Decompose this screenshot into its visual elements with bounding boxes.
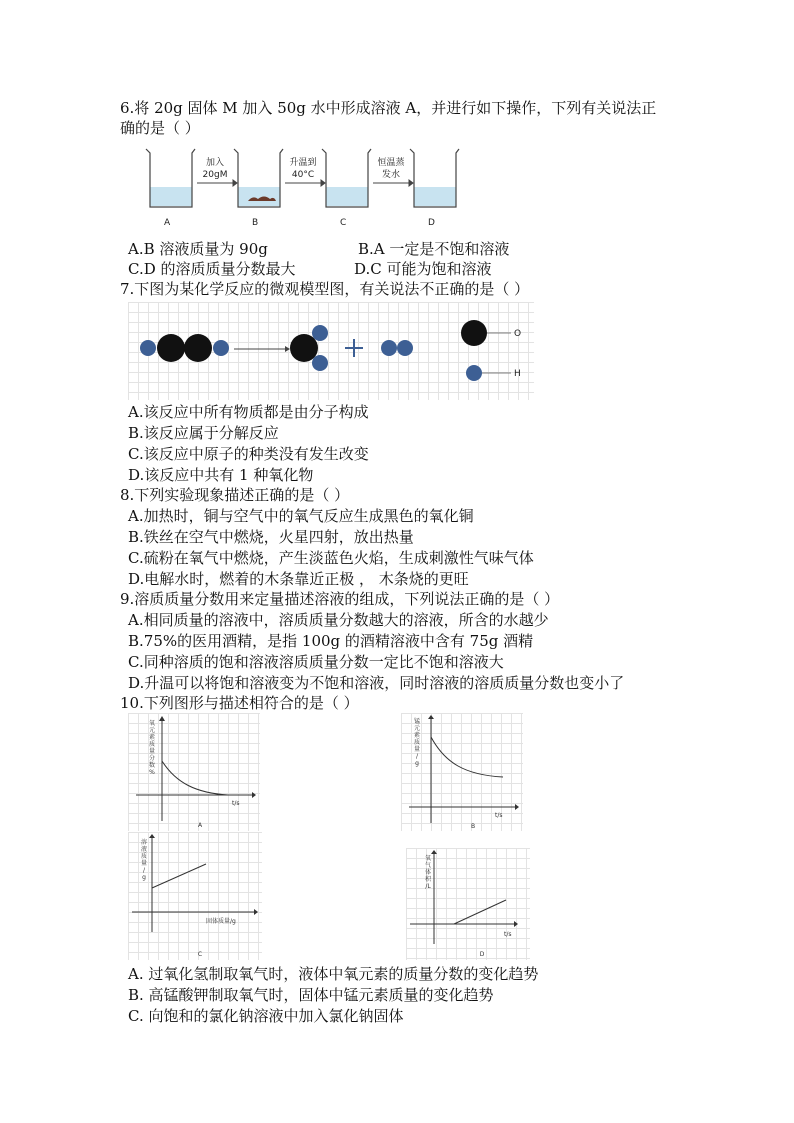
svg-text:量: 量 <box>140 860 148 867</box>
svg-text:%: % <box>149 769 155 776</box>
q10-stem: 10.下列图形与描述相符合的是（ ） <box>120 694 359 712</box>
svg-text:元: 元 <box>413 725 421 732</box>
svg-text:分: 分 <box>148 755 156 762</box>
legend-h-label: H <box>514 369 521 379</box>
q9-option-a[interactable]: A.相同质量的溶液中，溶质质量分数越大的溶液，所含的水越少 <box>128 611 549 629</box>
svg-text:积: 积 <box>424 876 432 883</box>
svg-text:体: 体 <box>424 869 432 876</box>
graph-d-xlabel: t/s <box>504 931 512 938</box>
graph-c-label: C <box>197 951 203 958</box>
beaker-label-c: C <box>340 218 347 228</box>
svg-text:质: 质 <box>140 853 148 860</box>
svg-text:氧: 氧 <box>424 855 432 862</box>
beaker-d <box>410 149 459 207</box>
graph-b-label: B <box>470 823 476 830</box>
svg-text:/L: /L <box>425 883 431 890</box>
svg-text:量: 量 <box>413 746 421 753</box>
q7-option-c[interactable]: C.该反应中原子的种类没有发生改变 <box>128 445 369 463</box>
svg-text:液: 液 <box>140 846 148 853</box>
svg-text:g: g <box>142 874 146 881</box>
q8-stem: 8.下列实验现象描述正确的是（ ） <box>120 486 350 504</box>
graph-a-xlabel: t/s <box>232 800 240 807</box>
q6-beaker-figure <box>140 145 470 235</box>
q7-option-d[interactable]: D.该反应中共有 1 种氧化物 <box>128 466 314 484</box>
svg-text:量: 量 <box>148 748 156 755</box>
svg-text:/: / <box>415 753 419 760</box>
svg-text:元: 元 <box>148 727 156 734</box>
svg-text:g: g <box>415 760 419 767</box>
q10-option-c[interactable]: C. 向饱和的氯化钠溶液中加入氯化钠固体 <box>128 1007 404 1025</box>
svg-text:数: 数 <box>148 762 156 769</box>
graph-c-xlabel: 固体质量/g <box>206 918 236 925</box>
step3-line2: 发水 <box>381 170 401 180</box>
svg-text:锰: 锰 <box>413 718 421 725</box>
beaker-label-b: B <box>252 218 259 228</box>
q9-option-d[interactable]: D.升温可以将饱和溶液变为不饱和溶液，同时溶液的溶质质量分数也变小了 <box>128 674 625 692</box>
q6-stem-line2: 确的是（ ） <box>120 119 200 137</box>
step2-line1: 升温到 <box>289 158 317 168</box>
q6-option-c[interactable]: C.D 的溶质质量分数最大 <box>128 260 296 278</box>
beaker-label-a: A <box>164 218 171 228</box>
q9-option-c[interactable]: C.同种溶质的饱和溶液溶质质量分数一定比不饱和溶液大 <box>128 653 504 671</box>
step1-line1: 加入 <box>205 158 225 168</box>
q7-option-a[interactable]: A.该反应中所有物质都是由分子构成 <box>128 403 369 421</box>
q8-option-c[interactable]: C.硫粉在氧气中燃烧，产生淡蓝色火焰，生成刺激性气味气体 <box>128 549 534 567</box>
q7-stem: 7.下图为某化学反应的微观模型图，有关说法不正确的是（ ） <box>120 280 530 298</box>
q10-option-a[interactable]: A. 过氧化氢制取氧气时，液体中氧元素的质量分数的变化趋势 <box>128 965 539 983</box>
graph-b <box>401 713 523 831</box>
step3-line1: 恒温蒸 <box>377 158 405 168</box>
beaker-a <box>146 149 195 207</box>
q6-option-a[interactable]: A.B 溶液质量为 90g <box>128 240 268 258</box>
beaker-c <box>322 149 371 207</box>
q9-option-b[interactable]: B.75%的医用酒精，是指 100g 的酒精溶液中含有 75g 酒精 <box>128 632 534 650</box>
graph-d-label: D <box>479 951 485 958</box>
svg-text:素: 素 <box>413 732 421 739</box>
svg-text:素: 素 <box>148 734 156 741</box>
graph-d <box>406 848 530 960</box>
q6-option-b[interactable]: B.A 一定是不饱和溶液 <box>358 240 510 258</box>
q6-stem-line1: 6.将 20g 固体 M 加入 50g 水中形成溶液 A，并进行如下操作，下列有关说法正 <box>120 99 657 117</box>
beaker-label-d: D <box>428 218 435 228</box>
q7-option-b[interactable]: B.该反应属于分解反应 <box>128 424 279 442</box>
svg-text:溶: 溶 <box>140 839 148 846</box>
q8-option-b[interactable]: B.铁丝在空气中燃烧，火星四射，放出热量 <box>128 528 414 546</box>
legend-o-label: O <box>514 329 522 339</box>
step1-line2: 20gM <box>202 170 228 180</box>
q9-stem: 9.溶质质量分数用来定量描述溶液的组成，下列说法正确的是（ ） <box>120 590 560 608</box>
q10-option-b[interactable]: B. 高锰酸钾制取氧气时，固体中锰元素质量的变化趋势 <box>128 986 494 1004</box>
q8-option-a[interactable]: A.加热时，铜与空气中的氧气反应生成黑色的氧化铜 <box>128 507 474 525</box>
graph-c <box>128 832 262 960</box>
svg-text:质: 质 <box>148 741 156 748</box>
svg-text:气: 气 <box>424 862 432 869</box>
graph-a-label: A <box>197 822 203 829</box>
svg-text:/: / <box>142 867 146 874</box>
q8-option-d[interactable]: D.电解水时，燃着的木条靠近正极 ， 木条烧的更旺 <box>128 570 469 588</box>
beaker-b <box>234 149 283 207</box>
q6-option-d[interactable]: D.C 可能为饱和溶液 <box>354 260 492 278</box>
q7-molecule-diagram <box>128 302 534 400</box>
step2-line2: 40°C <box>291 170 315 180</box>
svg-text:质: 质 <box>413 739 421 746</box>
graph-b-xlabel: t/s <box>495 812 503 819</box>
graph-a <box>128 713 260 831</box>
svg-text:氧: 氧 <box>148 720 156 727</box>
